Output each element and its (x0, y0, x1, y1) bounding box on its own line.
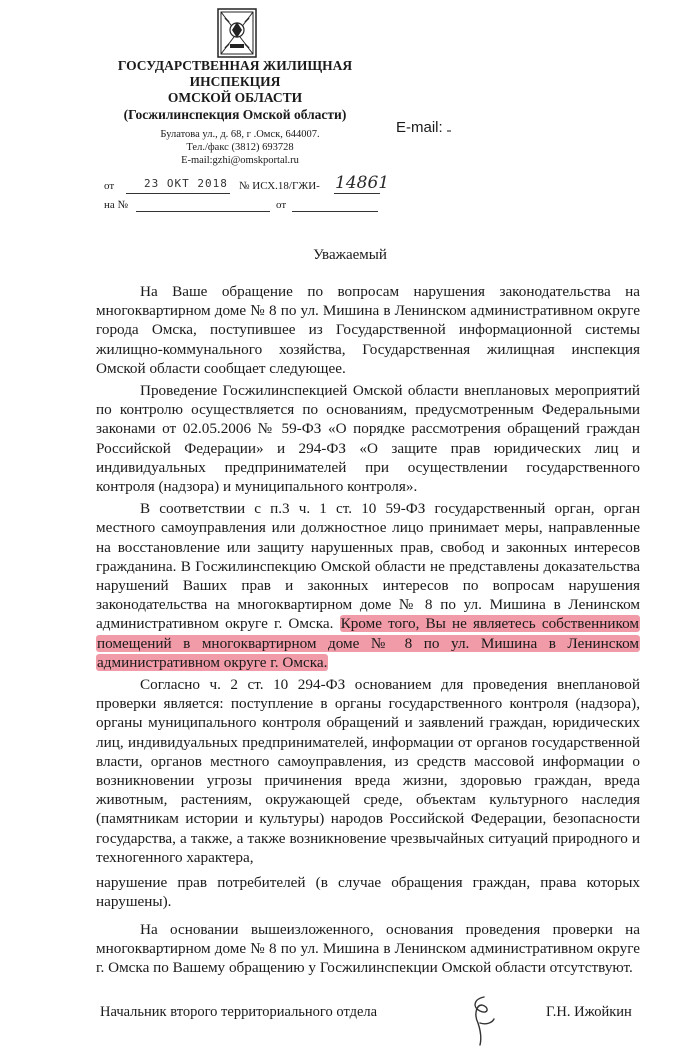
number-underline (334, 193, 380, 194)
paragraph: На основании вышеизложенного, основания проведения проверки на многоквартирном доме № 8 по ул. Мишина в Ленинском административном округе г. Омска по Вашему обращению у Госжилинспекции Омской области отсутствуют. (96, 920, 640, 976)
organization-name (100, 58, 370, 123)
from-label: от (104, 180, 115, 192)
highlighted-text: Кроме того, Вы не являетесь собственником помещений в многоквартирном доме № 8 по ул. Мишина в Ленинском административном округе г. Омска. (97, 615, 639, 671)
paragraph (96, 499, 640, 672)
date-underline (126, 193, 230, 194)
handwritten-outgoing-number: 14861 (335, 173, 390, 193)
org-name-line: ГОСУДАРСТВЕННАЯ ЖИЛИЩНАЯ (117, 58, 353, 73)
letter-body (96, 282, 640, 980)
phone-line: Тел./факс (3812) 693728 (186, 142, 294, 153)
reference-date-label: от (276, 199, 287, 211)
date-stamp: 23 ОКТ 2018 (144, 177, 228, 190)
org-short-name: (Госжилинспекция Омской области) (123, 107, 347, 122)
org-name-line: ОМСКОЙ ОБЛАСТИ (167, 90, 303, 105)
address-line: Булатова ул., д. 68, г .Омск, 644007. (160, 129, 320, 140)
outgoing-number-label: № ИСХ.18/ГЖИ- (239, 180, 320, 192)
org-name-line: ИНСПЕКЦИЯ (189, 74, 281, 89)
paragraph: Согласно ч. 2 ст. 10 294-ФЗ основанием для проведения внеплановой проверки является: поступление в органы государственного контроля (надзора), органы муниципального контроля обращений и заявлений граждан, юридических лиц, индивидуальных предпринимателей, информации от органов государственной власти, органов местного самоуправления, из средств массовой информации о возникновении угрозы причинения вреда жизни, здоровью граждан, вреда животным, растениям, окружающей среде, объектам культурного наследия (памятникам истории и культуры) народов Российской Федерации, безопасности государства, а также, а также возникновение чрезвычайных ситуаций природного и техногенного характера, (96, 676, 640, 866)
recipient-email-redacted (447, 130, 451, 132)
omsk-coat-of-arms-icon (217, 8, 257, 58)
handwritten-signature-icon (462, 993, 502, 1047)
email-line: E-mail:gzhi@omskportal.ru (181, 155, 299, 166)
reference-number-label: на № (104, 199, 129, 211)
signatory-title: Начальник второго территориального отдела (100, 1004, 378, 1020)
reference-number-underline (136, 211, 270, 212)
letter-greeting: Уважаемый (313, 247, 387, 263)
reference-date-underline (292, 211, 378, 212)
paragraph: нарушение прав потребителей (в случае обращения граждан, права которых нарушены). (96, 874, 640, 911)
signatory-name: Г.Н. Ижойкин (546, 1004, 632, 1020)
paragraph-text: В соответствии с п.3 ч. 1 ст. 10 59-ФЗ государственный орган, орган местного самоуправления или должностное лицо принимает меры, направленные на восстановление или защиту нарушенных прав, свобод и законных интересов гражданина. В Госжилинспекцию Омской области не представлены доказательства нарушений Ваших прав и законных интересов по вопросам нарушения законодательства на многоквартирном доме № 8 по ул. Мишина в Ленинском административном округе г. Омска. (96, 500, 640, 633)
organization-address (150, 128, 330, 167)
recipient-email-label: E-mail: (396, 119, 443, 136)
paragraph: Проведение Госжилинспекцией Омской области внеплановых мероприятий по контролю осуществляется по основаниям, предусмотренным Федеральными законами от 02.05.2006 № 59-ФЗ «О порядке рассмотрения обращений граждан Российской Федерации» и 294-ФЗ «О защите прав юридических лиц и индивидуальных предпринимателей при осуществлении государственного контроля (надзора) и муниципального контроля». (96, 382, 640, 496)
paragraph: На Ваше обращение по вопросам нарушения законодательства на многоквартирном доме № 8 по ул. Мишина в Ленинском административном округе города Омска, поступившее из Государственной информационной системы жилищно-коммунального хозяйства, Государственная жилищная инспекция Омской области сообщает следующее. (96, 283, 640, 377)
